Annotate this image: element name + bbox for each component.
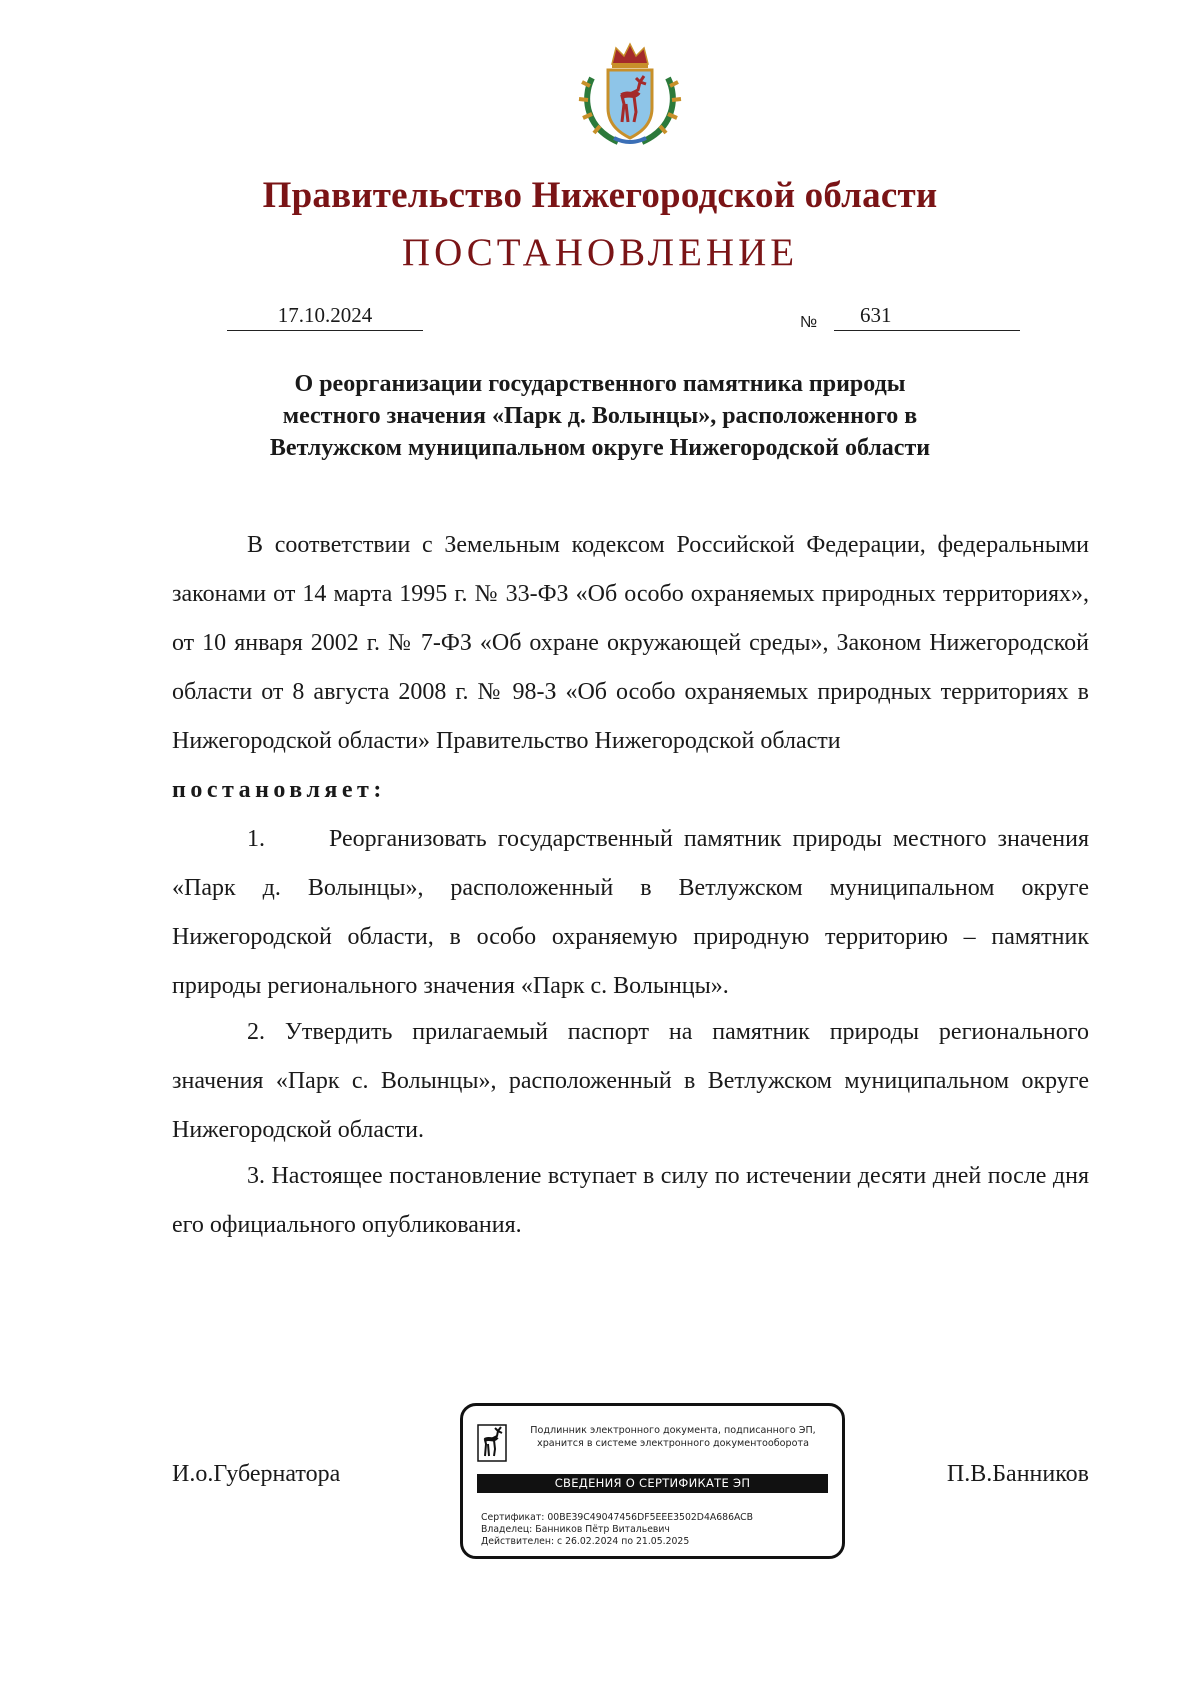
stamp-header-line: Подлинник электронного документа, подписанного ЭП, <box>530 1425 816 1436</box>
stamp-header-line: хранится в системе электронного документооборота <box>537 1438 809 1449</box>
item-2: 2. Утвердить прилагаемый паспорт на памятник природы регионального значения «Парк с. Волынцы», расположенный в Ветлужском муниципальном округе Нижегородской области. <box>172 1019 1089 1143</box>
item-1-number: 1. <box>247 826 265 852</box>
certificate-info-bar: СВЕДЕНИЯ О СЕРТИФИКАТЕ ЭП <box>477 1474 828 1493</box>
document-number: 631 <box>860 303 892 327</box>
certificate-number: Сертификат: 00BE39C49047456DF5EEE3502D4A686ACB <box>481 1512 754 1523</box>
document-number-field <box>834 303 1020 331</box>
subject-line: Ветлужском муниципальном округе Нижегородской области <box>269 435 931 461</box>
number-sign: № <box>800 314 818 331</box>
stamp-header <box>513 1424 833 1450</box>
document-type: ПОСТАНОВЛЕНИЕ <box>401 231 799 274</box>
subject-line: О реорганизации государственного памятника природы <box>294 371 906 397</box>
subject-line: местного значения «Парк д. Волынцы», расположенного в <box>282 403 918 429</box>
document-subject <box>180 368 1020 464</box>
document-date: 17.10.2024 <box>227 303 423 331</box>
signatory-position: И.о.Губернатора <box>172 1461 341 1487</box>
item-3: 3. Настоящее постановление вступает в силу по истечении десяти дней после дня его официального опубликования. <box>172 1163 1089 1238</box>
document-body <box>172 521 1089 1250</box>
preamble-paragraph: В соответствии с Земельным кодексом Российской Федерации, федеральными законами от 14 марта 1995 г. № 33-ФЗ «Об особо охраняемых природных территориях», от 10 января 2002 г. № 7-ФЗ «Об охране окружающей среды», Законом Нижегородской области от 8 августа 2008 г. № 98-З «Об особо охраняемых природных территориях в Нижегородской области» Правительство Нижегородской области <box>172 532 1089 754</box>
certificate-details <box>481 1512 753 1548</box>
certificate-validity: Действителен: с 26.02.2024 по 21.05.2025 <box>481 1536 690 1547</box>
decree-word: постановляет: <box>172 777 386 803</box>
government-title: Правительство Нижегородской области <box>262 175 938 216</box>
certificate-owner: Владелец: Банников Пётр Витальевич <box>481 1524 670 1535</box>
item-1-text: Реорганизовать государственный памятник природы местного значения «Парк д. Волынцы», расположенный в Ветлужском муниципальном округе Нижегородской области, в особо охраняемую природную территорию – памятник природы регионального значения «Парк с. Волынцы». <box>172 826 1089 999</box>
coat-of-arms-icon <box>578 38 682 148</box>
deer-icon <box>477 1424 507 1462</box>
item-1 <box>172 815 1089 1011</box>
electronic-signature-stamp <box>460 1403 845 1559</box>
signatory-name: П.В.Банников <box>946 1461 1089 1487</box>
